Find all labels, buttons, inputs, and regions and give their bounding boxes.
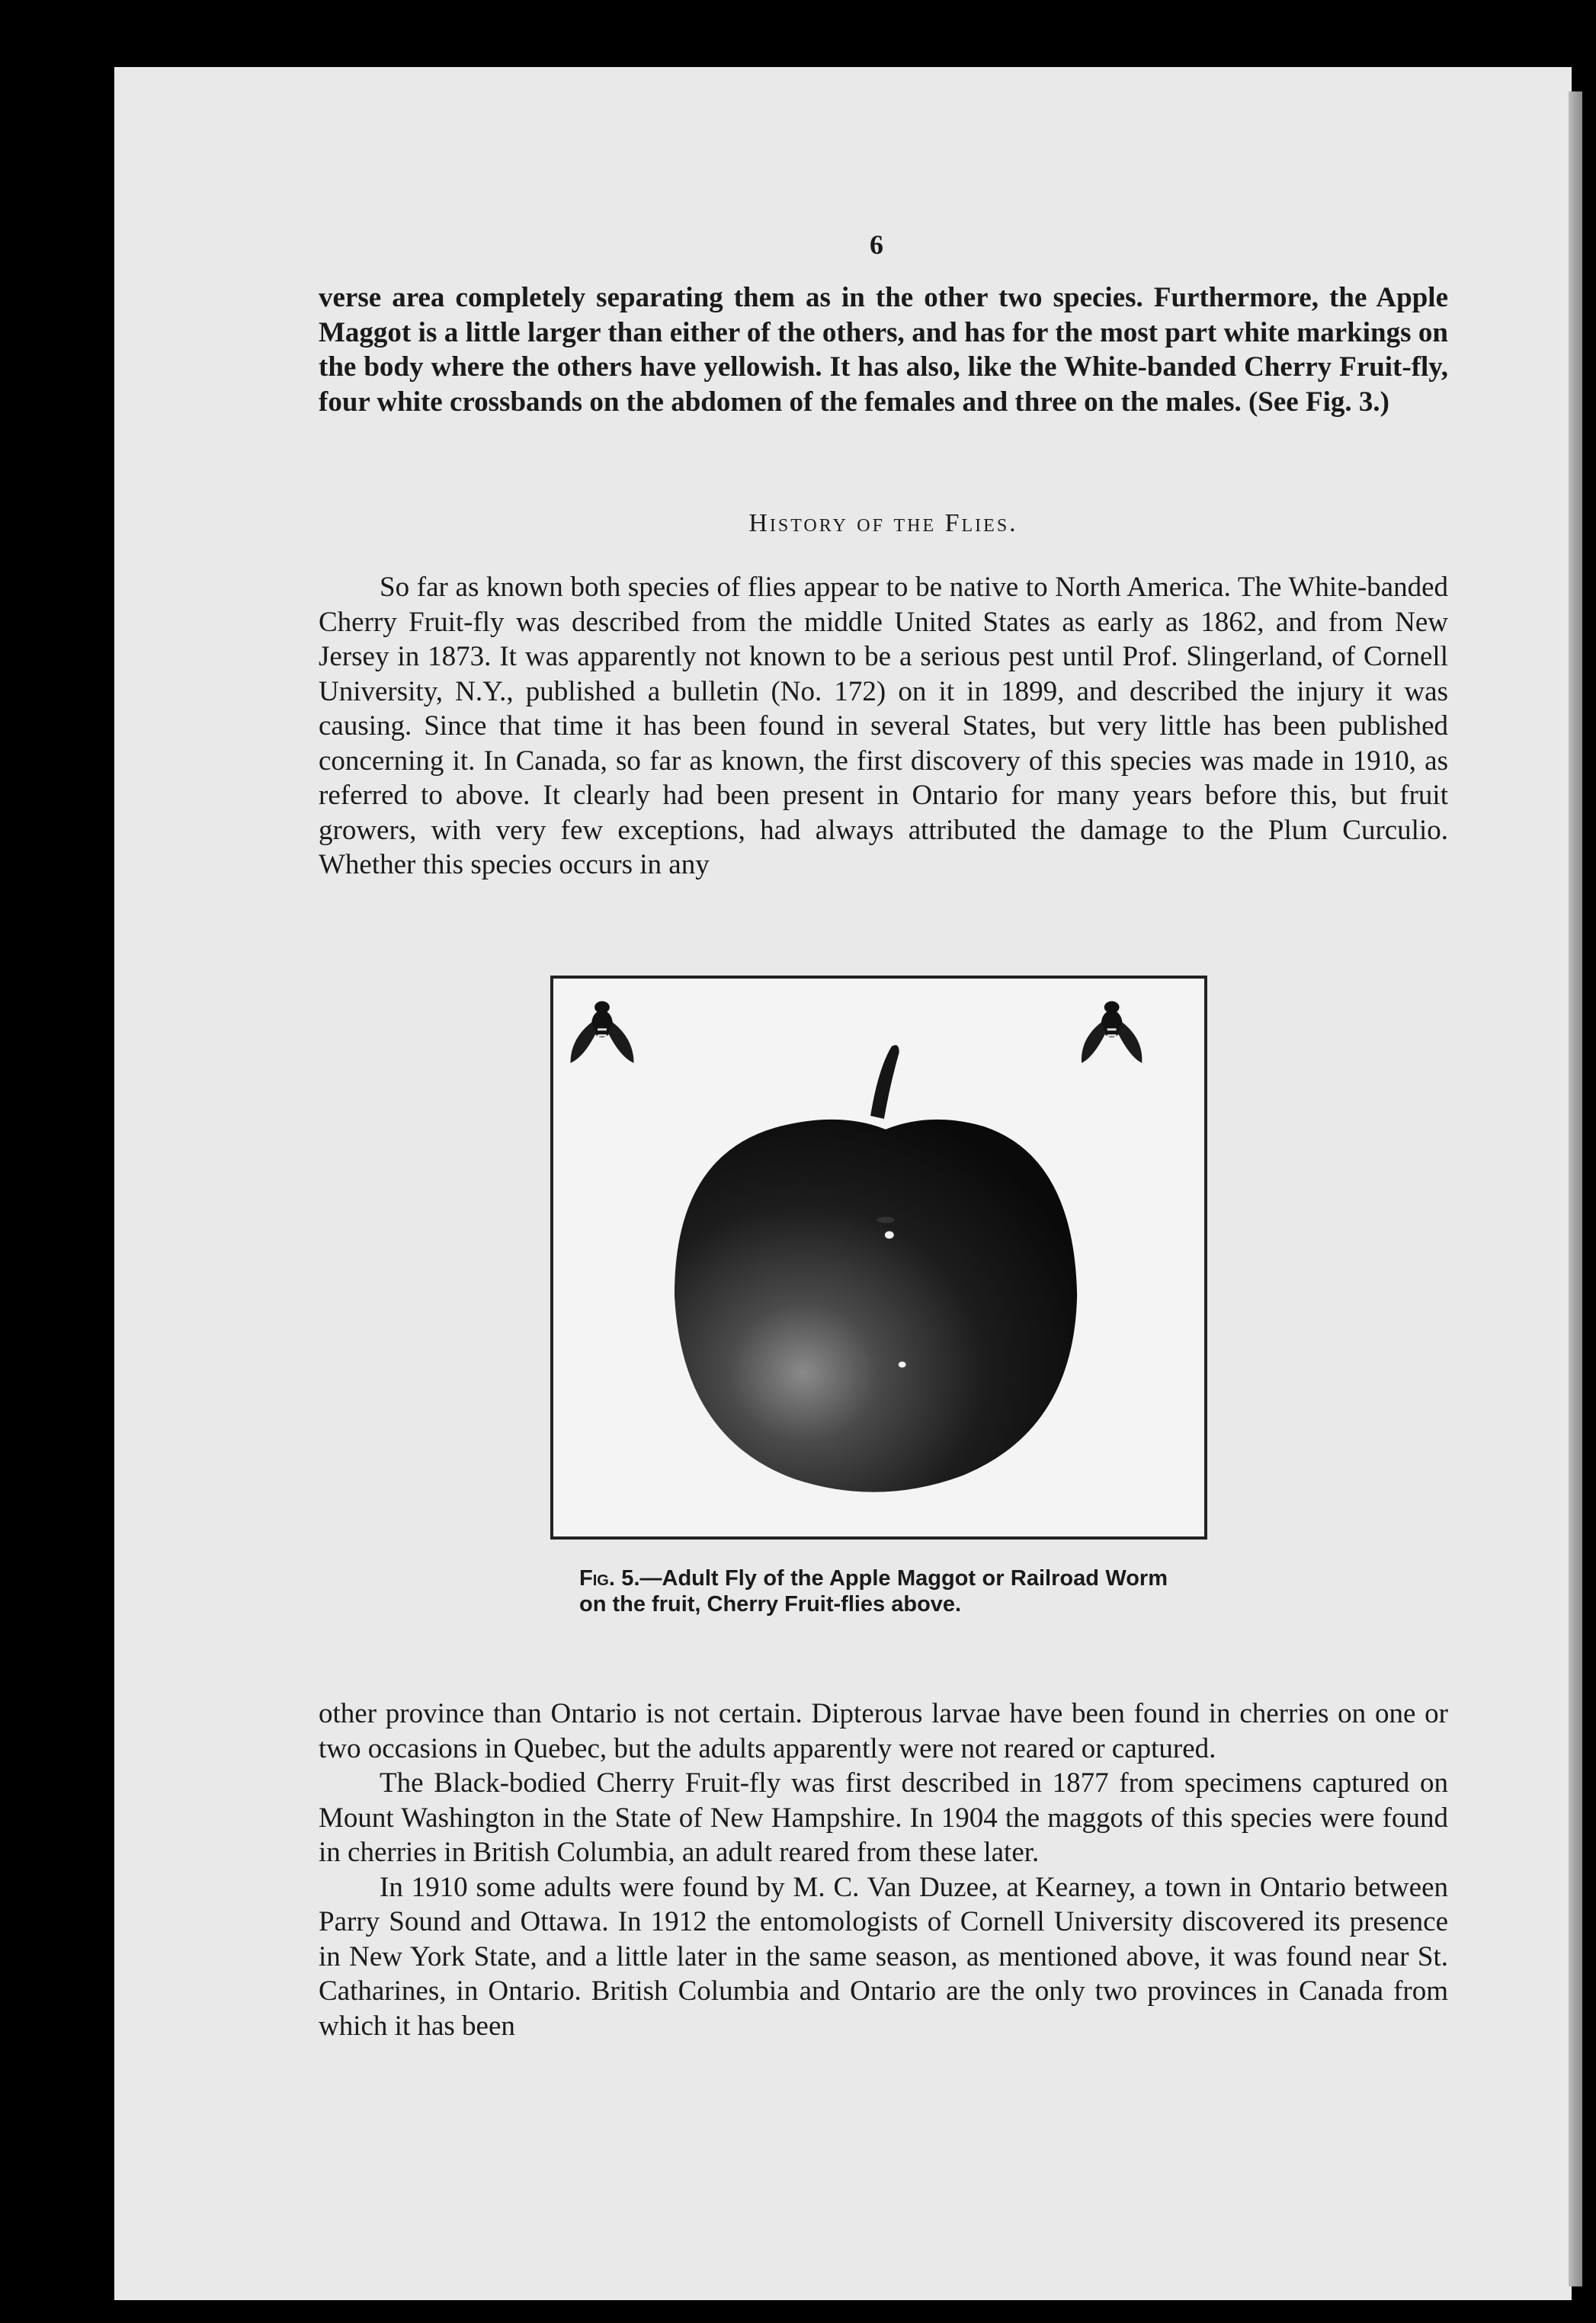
figure-label: Fig. 5. (579, 1566, 640, 1591)
figure-apple-with-flies (550, 976, 1207, 1540)
final-paragraph: In 1910 some adults were found by M. C. Van Duzee, at Kearney, a town in Ontario between Parry Sound and Ottawa. In 1912 the entomologists of Cornell University discovered its presence in New York State, and a little later in the same season, as mentioned above, it was found near St. Catharines, in Ontario. British Columbia and Ontario are the only two provinces in Canada from which it has been (319, 1871, 1448, 2042)
figure-caption-text: —Adult Fly of the Apple Maggot or Railroad Worm on the fruit, Cherry Fruit-flies above. (579, 1566, 1168, 1616)
cherry-fly-right-icon (1082, 1001, 1142, 1063)
continued-paragraph: other province than Ontario is not certain. Dipterous larvae have been found in cherries on one or two occasions in Quebec, but the adults apparently were not reared or captured. (319, 1698, 1448, 1764)
page-number: 6 (870, 229, 883, 260)
black-bodied-paragraph: The Black-bodied Cherry Fruit-fly was first described in 1877 from specimens captured on Mount Washington in the State of New Hampshire. In 1904 the maggots of this species were found in cherries in British Columbia, an adult reared from these later. (319, 1767, 1448, 1868)
continued-text-block (319, 1697, 1448, 2043)
page-edge-shadow (1569, 91, 1582, 2286)
figure-caption (579, 1565, 1168, 1617)
intro-text-block (319, 280, 1448, 419)
apple-icon (675, 1045, 1077, 1492)
section-heading: History of the Flies. (748, 509, 1018, 537)
history-text-block (319, 570, 1448, 883)
cherry-fly-left-icon (570, 1001, 633, 1063)
intro-paragraph: verse area completely separating them as in the other two species. Furthermore, the Apple Maggot is a little larger than either of the others, and has for the most part white markings on the body where the others have yellowish. It has also, like the White-banded Cherry Fruit-fly, four white crossbands on the abdomen of the females and three on the males. (See Fig. 3.) (319, 282, 1448, 418)
history-paragraph: So far as known both species of flies appear to be native to North America. The White-banded Cherry Fruit-fly was described from the middle United States as early as 1862, and from New Jersey in 1873. It was apparently not known to be a serious pest until Prof. Slingerland, of Cornell University, N.Y., published a bulletin (No. 172) on it in 1899, and described the injury it was causing. Since that time it has been found in several States, but very little has been published concerning it. In Canada, so far as known, the first discovery of this species was made in 1910, as referred to above. It clearly had been present in Ontario for many years before this, but fruit growers, with very few exceptions, had always attributed the damage to the Plum Curculio. Whether this species occurs in any (319, 572, 1448, 880)
